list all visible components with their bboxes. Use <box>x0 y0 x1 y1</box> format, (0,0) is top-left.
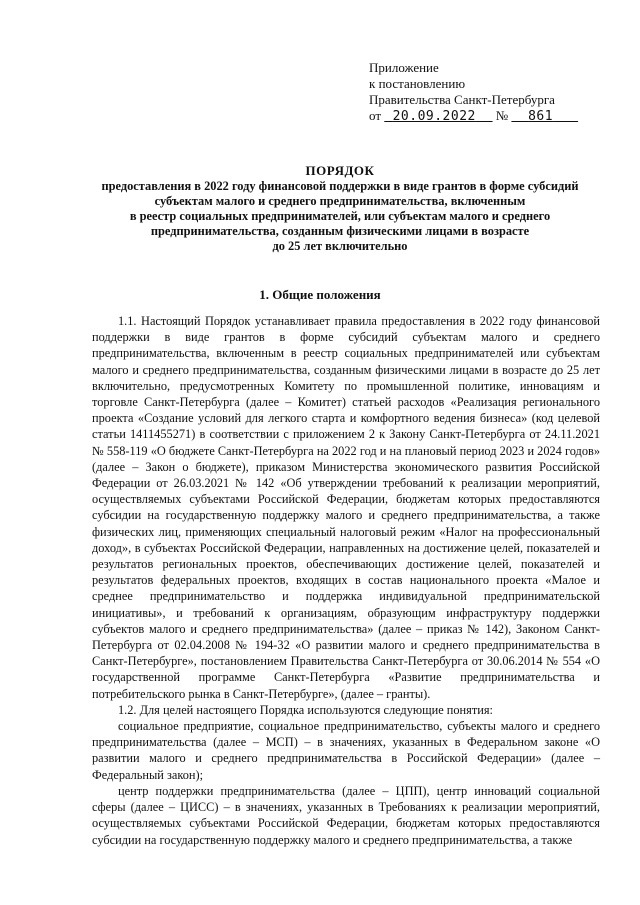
appendix-number: 861 <box>528 109 554 124</box>
title-line-1: предоставления в 2022 году финансовой поддержки в виде грантов в форме субсидий <box>101 179 579 193</box>
appendix-line-3: Правительства Санкт-Петербурга <box>369 92 555 107</box>
appendix-line-1: Приложение <box>369 60 439 75</box>
appendix-number-label: № <box>495 108 509 123</box>
document-body <box>92 313 600 848</box>
appendix-block <box>369 60 578 125</box>
title-line-4: предпринимательства, созданным физическими лицами в возрасте <box>150 224 530 238</box>
appendix-from-label: от <box>369 108 382 123</box>
appendix-date: 20.09.2022 <box>392 109 476 124</box>
paragraph-1-1: 1.1. Настоящий Порядок устанавливает правила предоставления в 2022 году финансовой поддержки в виде грантов в форме субсидий субъектам малого и среднего предпринимательства, включенным в реестр социальных предпринимателей или субъектам малого и среднего предпринимательства, созданным физическими лицами в возрасте до 25 лет включительно, предусмотренных Комитету по промышленной политике, инновациям и торговле Санкт-Петербурга (далее – Комитет) статьей расходов «Реализация регионального проекта «Создание условий для легкого старта и комфортного ведения бизнеса» (код целевой статьи 1411455271) в соответствии с приложением 2 к Закону Санкт-Петербурга от 24.11.2021 № 558-119 «О бюджете Санкт-Петербурга на 2022 год и на плановый период 2023 и 2024 годов» (далее – Закон о бюджете), приказом Министерства экономического развития Российской Федерации от 26.03.2021 № 142 «Об утверждении требований к реализации мероприятий, осуществляемых субъектами Российской Федерации, бюджетам которых предоставляются субсидии на государственную поддержку малого и среднего предпринимательства, а также физических лиц, применяющих специальный налоговый режим «Налог на профессиональный доход», в субъектах Российской Федерации, направленных на достижение целей, показателей и результатов региональных проектов, обеспечивающих достижение целей, показателей и результатов федеральных проектов, входящих в состав национального проекта «Малое и среднее предпринимательство и поддержка индивидуальной предпринимательской инициативы», и требований к организациям, образующим инфраструктуру поддержки субъектов малого и среднего предпринимательства» (далее – приказ № 142), Законом Санкт-Петербурга от 02.04.2008 № 194-32 «О развитии малого и среднего предпринимательства в Санкт-Петербурге», постановлением Правительства Санкт-Петербурга от 30.06.2014 № 554 «О государственной программе Санкт-Петербурга «Развитие предпринимательства и потребительского рынка в Санкт-Петербурге», (далее – гранты). <box>92 314 600 701</box>
title-main: ПОРЯДОК <box>305 163 375 178</box>
definition-msp: социальное предприятие, социальное предпринимательство, субъекты малого и среднего предпринимательства (далее – МСП) – в значениях, указанных в Федеральном законе «О развитии малого и среднего предпринимательства в Российской Федерации» (далее – Федеральный закон); <box>92 719 600 782</box>
paragraph-1-2: 1.2. Для целей настоящего Порядка используются следующие понятия: <box>118 702 493 717</box>
title-line-3: в реестр социальных предпринимателей, или субъектам малого и среднего <box>129 209 551 223</box>
appendix-date-line <box>369 108 578 125</box>
title-line-2: субъектам малого и среднего предпринимательства, включенным <box>154 194 526 208</box>
appendix-line-2: к постановлению <box>369 76 466 91</box>
section-heading: 1. Общие положения <box>259 287 381 302</box>
title-line-5: до 25 лет включительно <box>272 239 408 253</box>
document-title <box>80 163 600 254</box>
definition-cpp: центр поддержки предпринимательства (далее – ЦПП), центр инноваций социальной сферы (далее – ЦИСС) – в значениях, указанных в Требованиях к реализации мероприятий, осуществляемых субъектами Российской Федерации, бюджетам которых предоставляются субсидии на государственную поддержку малого и среднего предпринимательства, а также <box>92 783 600 847</box>
